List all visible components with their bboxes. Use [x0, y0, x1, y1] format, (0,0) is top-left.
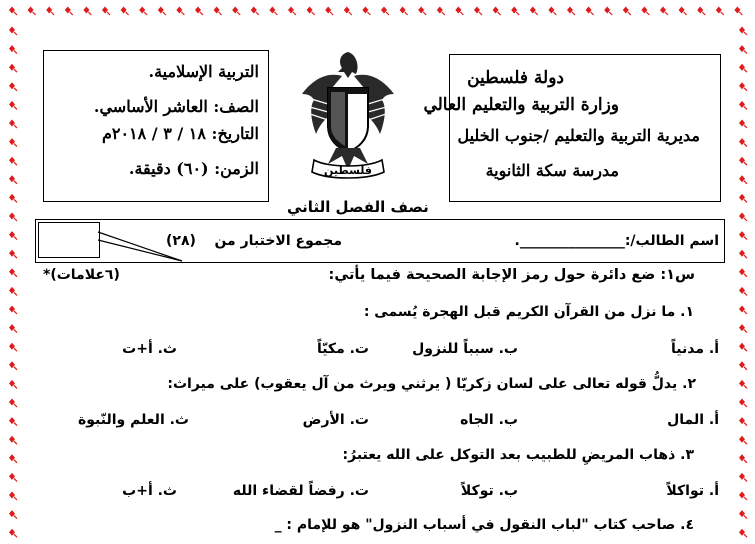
option-a[interactable]: أ. تواكلاً — [666, 483, 719, 499]
subject-label: التربية الإسلامية. — [148, 62, 259, 81]
option-c[interactable]: ت. الأرض — [302, 412, 369, 428]
option-a[interactable]: أ. المال — [667, 412, 719, 428]
option-b[interactable]: ب. سبباً للنزول — [412, 341, 518, 357]
student-name-field[interactable]: اسم الطالب/:_______________. — [514, 233, 719, 249]
directorate-name: مديرية التربية والتعليم /جنوب الخليل — [457, 126, 700, 145]
question-item: ٣. ذهاب المريضِ للطبيب بعد التوكل على الله يعتبرُ: — [342, 447, 694, 463]
option-b[interactable]: ب. الجاه — [460, 412, 518, 428]
emblem-label: فلسطين — [324, 164, 372, 177]
option-d[interactable]: ث. أ+ت — [122, 341, 177, 357]
option-d[interactable]: ث. أ+ب — [122, 483, 177, 499]
school-name: مدرسة سكة الثانوية — [485, 161, 619, 180]
term-title: نصف الفصل الثاني — [287, 198, 429, 216]
question1-title: س١: ضع دائرة حول رمز الإجابة الصحيحة فيما يأتي: — [328, 267, 695, 283]
option-c[interactable]: ت. رفضاً لقضاء الله — [232, 483, 369, 499]
option-c[interactable]: ت. مكيّاً — [316, 341, 369, 357]
time-label: الزمن: (٦٠) دقيقة. — [128, 159, 259, 178]
total-value: (٢٨) — [166, 233, 196, 249]
total-label: مجموع الاختبار من — [214, 233, 342, 249]
date-label: التاريخ: ١٨ / ٣ / ٢٠١٨م — [101, 124, 259, 143]
ministry-name: وزارة التربية والتعليم العالي — [423, 95, 619, 115]
question-item: ٢. يدلُّ قوله تعالى على لسان زكريّا ( يرثني ويرث من آل يعقوب) على ميراث: — [167, 376, 696, 392]
grade-label: الصف: العاشر الأساسي. — [93, 97, 259, 116]
question-item: ٤. صاحب كتاب "لباب النقول في أسباب النزول" هو للإمام : _ — [274, 517, 694, 533]
option-b[interactable]: ب. توكلاً — [460, 483, 518, 499]
question-item: ١. ما نزل من القرآن الكريم قبل الهجرة يُسمى : — [363, 304, 694, 320]
question1-marks: *(٦علامات) — [43, 267, 120, 283]
option-d[interactable]: ث. العلم والنّبوة — [77, 412, 189, 428]
country-name: دولة فلسطين — [467, 68, 564, 88]
option-a[interactable]: أ. مدنياً — [671, 341, 719, 357]
